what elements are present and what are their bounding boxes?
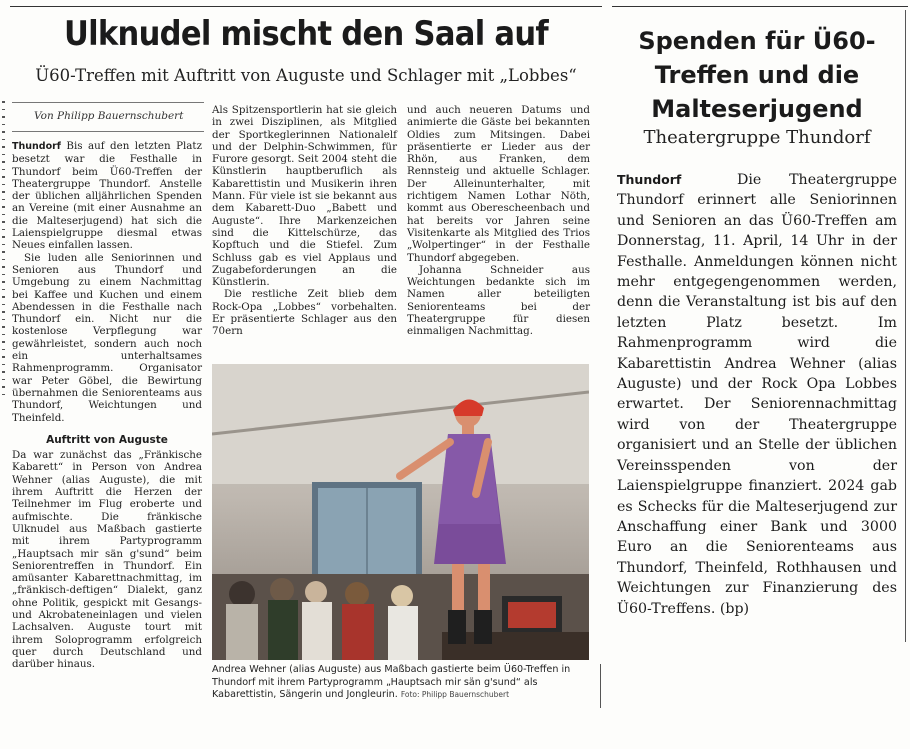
- side-dateline: Thundorf: [617, 172, 682, 187]
- article-column-2: [212, 104, 397, 338]
- paragraph-text: Bis auf den letzten Platz besetzt war die Festhalle in Thundorf beim Ü60-Treffen der Theatergruppe Thundorf. Anstelle der üblichen alljährlichen Spenden an Vereine (mit einer Ausnahme an die Malteserjugend) hat sich die Laienspielgruppe diesmal etwas Neues einfallen lassen.: [12, 140, 202, 252]
- article-subhead: Ü60-Treffen mit Auftritt von Auguste und Schlager mit „Lobbes“: [35, 66, 577, 85]
- dateline: Thundorf: [12, 141, 61, 152]
- top-rule-right: [612, 6, 908, 7]
- column-divider-right: [905, 10, 906, 642]
- article-column-1: [12, 140, 202, 670]
- section-subtitle: Auftritt von Auguste: [46, 433, 168, 446]
- caption-text: Andrea Wehner (alias Auguste) aus Maßbach gastierte beim Ü60-Treffen in Thundorf mit ihrem Partyprogramm „Hauptsach mir sän g'sund“ als Kabarettistin, Sängerin und Jongleurin.: [212, 664, 571, 700]
- paragraph: und auch neueren Datums und animierte die Gäste bei bekannten Oldies zum Mitsingen. Dabei präsentierte er Lieder aus der Rhön, aus Franken, dem Rennsteig und aktuelle Schlager. Der Alleinunterhalter, mit richtigem Namen Lothar Nöth, kommt aus Oberescheenbach und hat bereits vor Jahren seine Visitenkarte als Mitglied des Trios „Wolpertinger“ in der Festhalle Thundorf abgegeben.: [407, 104, 590, 264]
- paragraph: Die restliche Zeit blieb dem Rock-Opa „Lobbes“ vorbehalten. Er präsentierte Schlager aus den 70ern: [212, 288, 397, 338]
- article-byline: Von Philipp Bauernschubert: [34, 110, 184, 122]
- article-headline: Ulknudel mischt den Saal auf: [63, 14, 549, 54]
- adjacent-column-fragment: [0, 95, 6, 685]
- photo-illustration: [212, 364, 589, 660]
- photo-caption: [212, 664, 592, 702]
- column-divider-caption: [600, 664, 601, 708]
- article-photo: [212, 364, 589, 660]
- byline-rule-bottom: [12, 131, 204, 132]
- side-article-body: [617, 170, 897, 619]
- paragraph: Da war zunächst das „Fränkische Kabarett“ in Person von Andrea Wehner (alias Auguste), die mit ihrem Auftritt die Herzen der Teilnehmer im Flug eroberte und aufmischte. Die fränkische Ulknudel aus Maßbach gastierte mit ihrem Partyprogramm „Hauptsach mir sän g'sund“ beim Seniorentreffen in Thundorf. Ein amüsanter Kabarettnachmittag, im „fränkisch-deftigen“ Dialekt, ganz ohne Politik, gespickt mit Gesangs- und Akrobateneinlagen und vielen Lachsalven. Auguste tourt mit ihrem Soloprogramm erfolgreich quer durch Deutschland und darüber hinaus.: [12, 449, 202, 671]
- side-article-subhead: Theatergruppe Thundorf: [643, 127, 871, 148]
- paragraph: Als Spitzensportlerin hat sie gleich in zwei Disziplinen, als Mitglied der Sportkeglerinnen Nationalelf und der Delphin-Schwimmen, für Furore gesorgt. Seit 2004 steht die Künstlerin hauptberuflich als Kabarettistin und Musikerin ihren Mann. Für viele ist sie bekannt aus dem Kabarett-Duo „Babett und Auguste“. Ihre Markenzeichen sind die Kittelschürze, das Kopftuch und die Stiefel. Zum Schluss gab es viel Applaus und Zugabeforderungen an die Künstlerin.: [212, 104, 397, 289]
- paragraph: [12, 140, 202, 252]
- side-article-text: Die Theatergruppe Thundorf erinnert alle Seniorinnen und Senioren an das Ü60-Treffen am Donnerstag, 11. April, 14 Uhr in der Festhalle. Anmeldungen können nicht mehr entgegengenommen werden, denn die Veranstaltung ist bis auf den letzten Platz besetzt. Im Rahmenprogramm wird die Kabarettistin Andrea Wehner (alias Auguste) und der Rock Opa Lobbes erwartet. Der Seniorennachmittag wird von der Theatergruppe organisiert und an Stelle der üblichen Vereinsspenden von der Laienspielgruppe finanziert. 2024 gab es Schecks für die Malteserjugend zur Anschaffung einer Bank und 3000 Euro an die Seniorenteams aus Thundorf, Theinfeld, Rothhausen und Weichtungen zur Finanzierung des Ü60-Treffens. (bp): [617, 172, 897, 617]
- paragraph: Johanna Schneider aus Weichtungen bedankte sich im Namen aller beteiligten Seniorenteams bei der Theatergruppe für diesen einmaligen Nachmittag.: [407, 263, 590, 338]
- top-rule-left: [10, 6, 602, 7]
- article-column-3: [407, 104, 590, 338]
- byline-rule: [12, 102, 204, 103]
- paragraph: Sie luden alle Seniorinnen und Senioren aus Thundorf und Umgebung zu einem Nachmittag bei Kaffee und Kuchen und einem Abendessen in die Festhalle nach Thundorf ein. Nicht nur die kostenlose Verpflegung war gewährleistet, sondern auch noch ein unterhaltsames Rahmenprogramm. Organisator war Peter Göbel, die Bewirtung übernahmen die Seniorenteams aus Thundorf, Weichtungen und Theinfeld.: [12, 251, 202, 424]
- photo-credit: Foto: Philipp Bauernschubert: [400, 690, 510, 699]
- side-article-headline: Spenden für Ü60-Treffen und die Malteserjugend: [638, 27, 876, 123]
